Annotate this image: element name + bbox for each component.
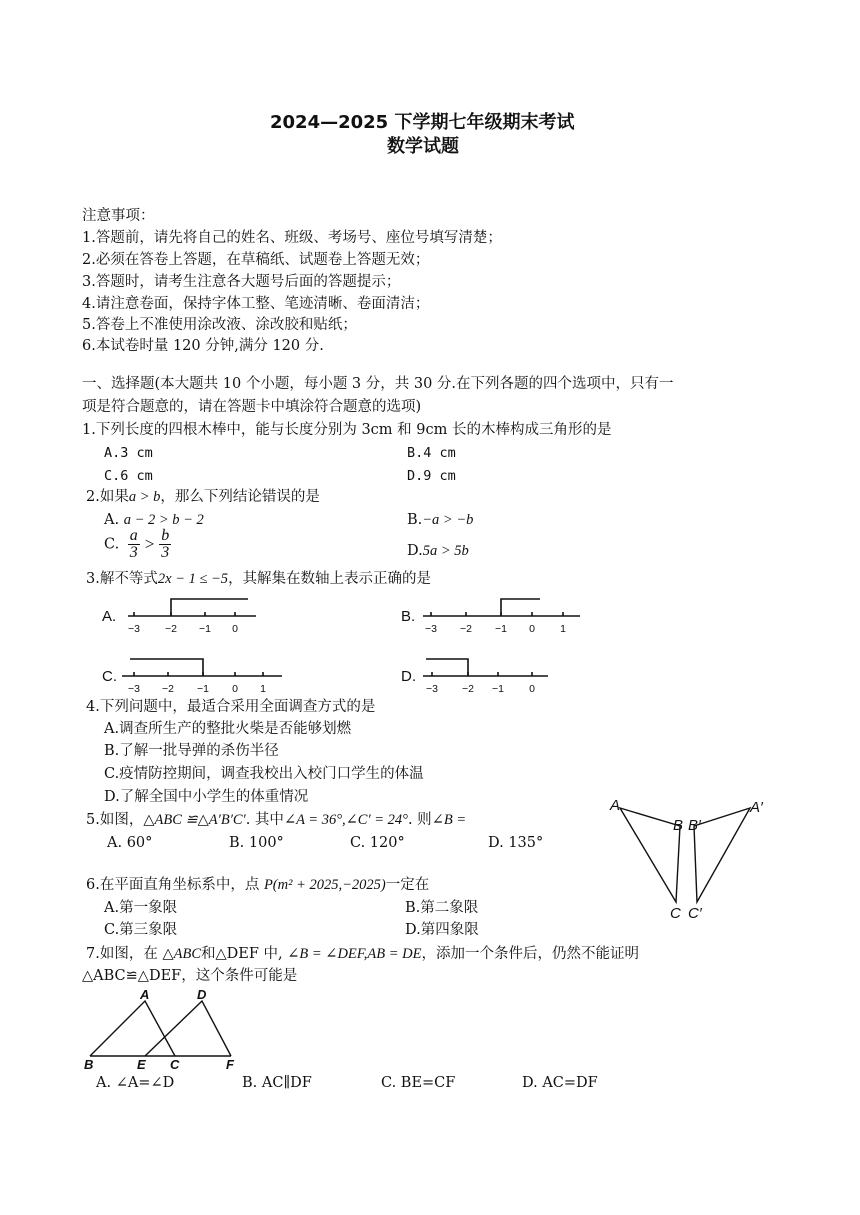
q4-option-d: D.了解全国中小学生的体重情况 [104,789,309,805]
q7-option-b: B. AC∥DF [242,1075,312,1091]
vertex-label: A′ [750,799,763,816]
tick-label: 1 [260,683,266,695]
vertex-label: B′ [688,817,701,834]
q3-label-b: B. [401,608,416,625]
vertex-label: B [673,817,684,834]
vertex-label: C [170,1057,180,1070]
q7-stem: 7.如图，在 △ABC和△DEF 中, ∠B = ∠DEF,AB = DE，添加一个条件后，仍然不能证明 [86,946,639,962]
q1-option-b: B.4 cm [407,445,456,461]
vertex-label: A [140,987,150,1002]
note-item: 6.本试卷时量 120 分钟,满分 120 分. [82,338,324,354]
q2-option-d: D.5a > 5b [407,543,469,559]
vertex-label: C′ [688,905,702,922]
q2-option-b: B.−a > −b [407,512,474,528]
q5-option-d: D. 135° [488,835,544,851]
exam-title: 2024—2025 下学期七年级期末考试 [270,112,575,133]
tick-label: −3 [128,683,140,695]
q5-stem: 5.如图，△ABC ≌△A′B′C′. 其中∠A = 36°,∠C′ = 24°. 则∠B = [86,812,467,828]
tick-label: −1 [492,683,504,695]
vertex-label: F [226,1057,234,1070]
q6-stem: 6.在平面直角坐标系中，点 P(m² + 2025,−2025)一定在 [86,877,430,893]
vertex-label: B [84,1057,94,1070]
tick-label: −3 [425,623,437,635]
tick-label: 0 [529,623,535,635]
q3-stem: 3.解不等式2x − 1 ≤ −5，其解集在数轴上表示正确的是 [86,571,432,587]
note-item: 2.必须在答卷上答题，在草稿纸、试题卷上答题无效； [82,252,430,268]
q1-stem: 1.下列长度的四根木棒中，能与长度分别为 3cm 和 9cm 长的木棒构成三角形的是 [82,422,612,438]
notes-heading: 注意事项： [82,208,155,224]
q5-triangles-figure [600,790,790,930]
vertex-label: D [197,987,207,1002]
q4-option-b: B.了解一批导弹的杀伤半径 [104,743,279,759]
q4-option-a: A.调查所生产的整批火柴是否能够划燃 [104,721,352,737]
tick-label: 0 [232,623,238,635]
q6-option-c: C.第三象限 [104,922,178,938]
q1-option-c: C.6 cm [104,468,153,484]
section-heading-cont: 项是符合题意的，请在答题卡中填涂符合题意的选项) [82,399,422,415]
tick-label: −2 [462,683,474,695]
tick-label: −1 [197,683,209,695]
tick-label: −3 [426,683,438,695]
tick-label: −1 [199,623,211,635]
note-item: 5.答卷上不准使用涂改液、涂改胶和贴纸； [82,317,357,333]
q7-option-d: D. AC=DF [522,1075,598,1091]
vertex-label: A [610,797,621,814]
section-heading: 一、选择题(本大题共 10 个小题，每小题 3 分，共 30 分.在下列各题的四个选项中，只有一 [82,376,674,392]
tick-label: −1 [495,623,507,635]
tick-label: −3 [128,623,140,635]
note-item: 3.答题时，请考生注意各大题号后面的答题提示； [82,274,401,290]
q5-option-b: B. 100° [229,835,284,851]
q3-number-lines [98,592,818,697]
q2-option-c: C. $\frac{a}{3}$ > $\frac{b}{3}$ [104,527,170,561]
q1-option-d: D.9 cm [407,468,456,484]
tick-label: 0 [529,683,535,695]
q7-option-a: A. ∠A=∠D [96,1075,175,1091]
q3-label-d: D. [401,668,416,685]
note-item: 1.答题前，请先将自己的姓名、班级、考场号、座位号填写清楚； [82,230,502,246]
tick-label: 0 [232,683,238,695]
q6-option-d: D.第四象限 [405,922,479,938]
tick-label: −2 [460,623,472,635]
q2-option-a: A. a − 2 > b − 2 [104,512,204,528]
q4-option-c: C.疫情防控期间，调查我校出入校门口学生的体温 [104,766,424,782]
q6-option-a: A.第一象限 [104,900,178,916]
tick-label: −2 [165,623,177,635]
vertex-label: C [670,905,681,922]
vertex-label: E [137,1057,146,1070]
note-item: 4.请注意卷面，保持字体工整、笔迹清晰、卷面清洁； [82,296,430,312]
q3-label-c: C. [102,668,117,685]
exam-subtitle: 数学试题 [387,136,459,157]
q7-option-c: C. BE=CF [381,1075,456,1091]
tick-label: −2 [162,683,174,695]
q2-stem: 2.如果a > b，那么下列结论错误的是 [86,489,320,505]
q3-label-a: A. [102,608,117,625]
q7-stem-line2: △ABC≌△DEF，这个条件可能是 [82,968,298,984]
q4-stem: 4.下列问题中，最适合采用全面调查方式的是 [86,699,376,715]
q1-option-a: A.3 cm [104,445,153,461]
q6-option-b: B.第二象限 [405,900,479,916]
q5-option-c: C. 120° [350,835,405,851]
tick-label: 1 [560,623,566,635]
q5-option-a: A. 60° [107,835,153,851]
q7-triangles-figure [78,985,248,1070]
